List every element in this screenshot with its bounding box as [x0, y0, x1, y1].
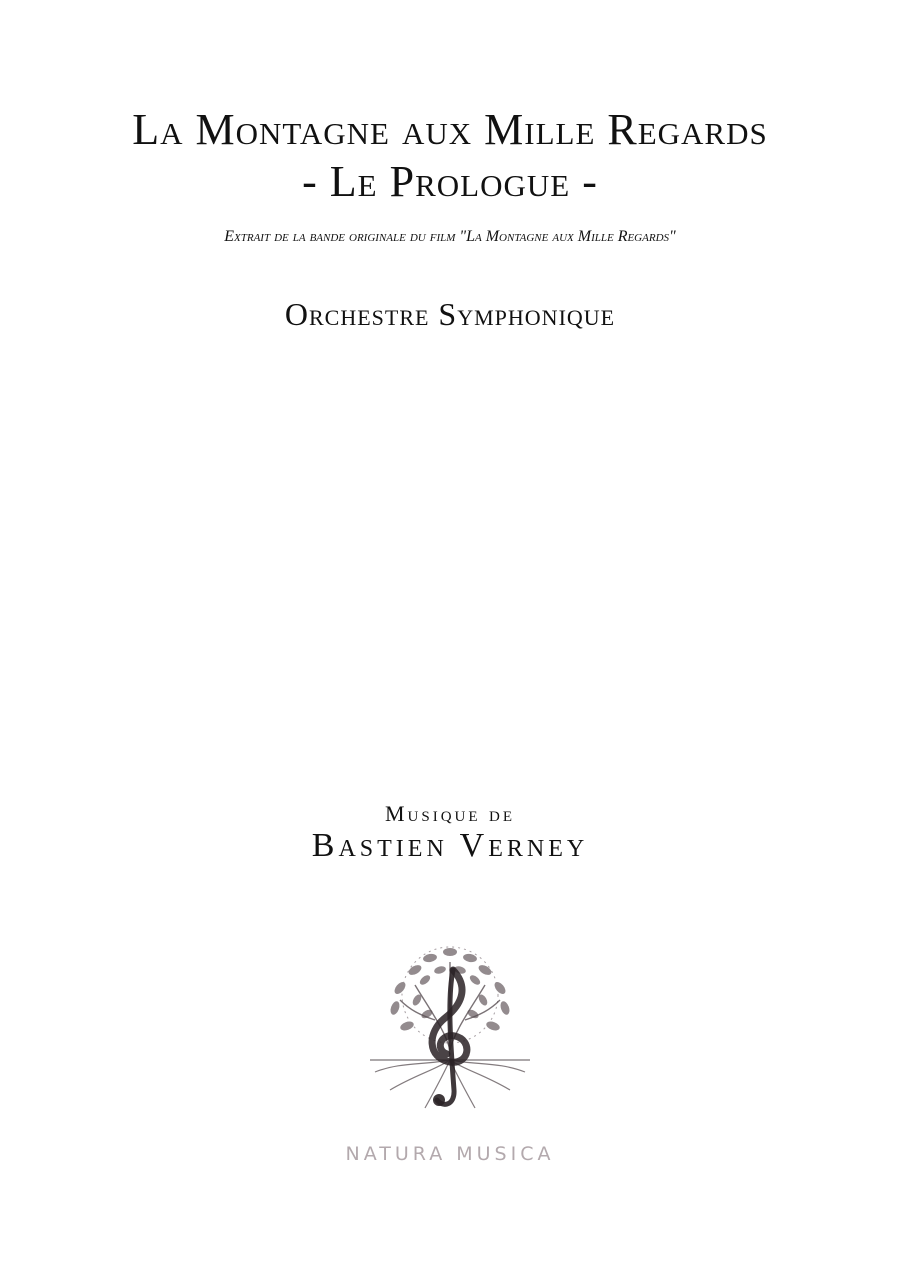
score-title: La Montagne aux Mille Regards	[132, 105, 768, 154]
music-by-label: Musique de	[384, 801, 516, 826]
composer-name: Bastien Verney	[311, 827, 589, 864]
tree-treble-clef-icon	[355, 940, 545, 1120]
excerpt-note: Extrait de la bande originale du film "La Montagne aux Mille Regards"	[224, 228, 676, 245]
publisher-name: NATURA MUSICA	[345, 1143, 555, 1165]
ensemble-label: Orchestre Symphonique	[284, 296, 616, 332]
score-subtitle: - Le Prologue -	[302, 157, 598, 206]
